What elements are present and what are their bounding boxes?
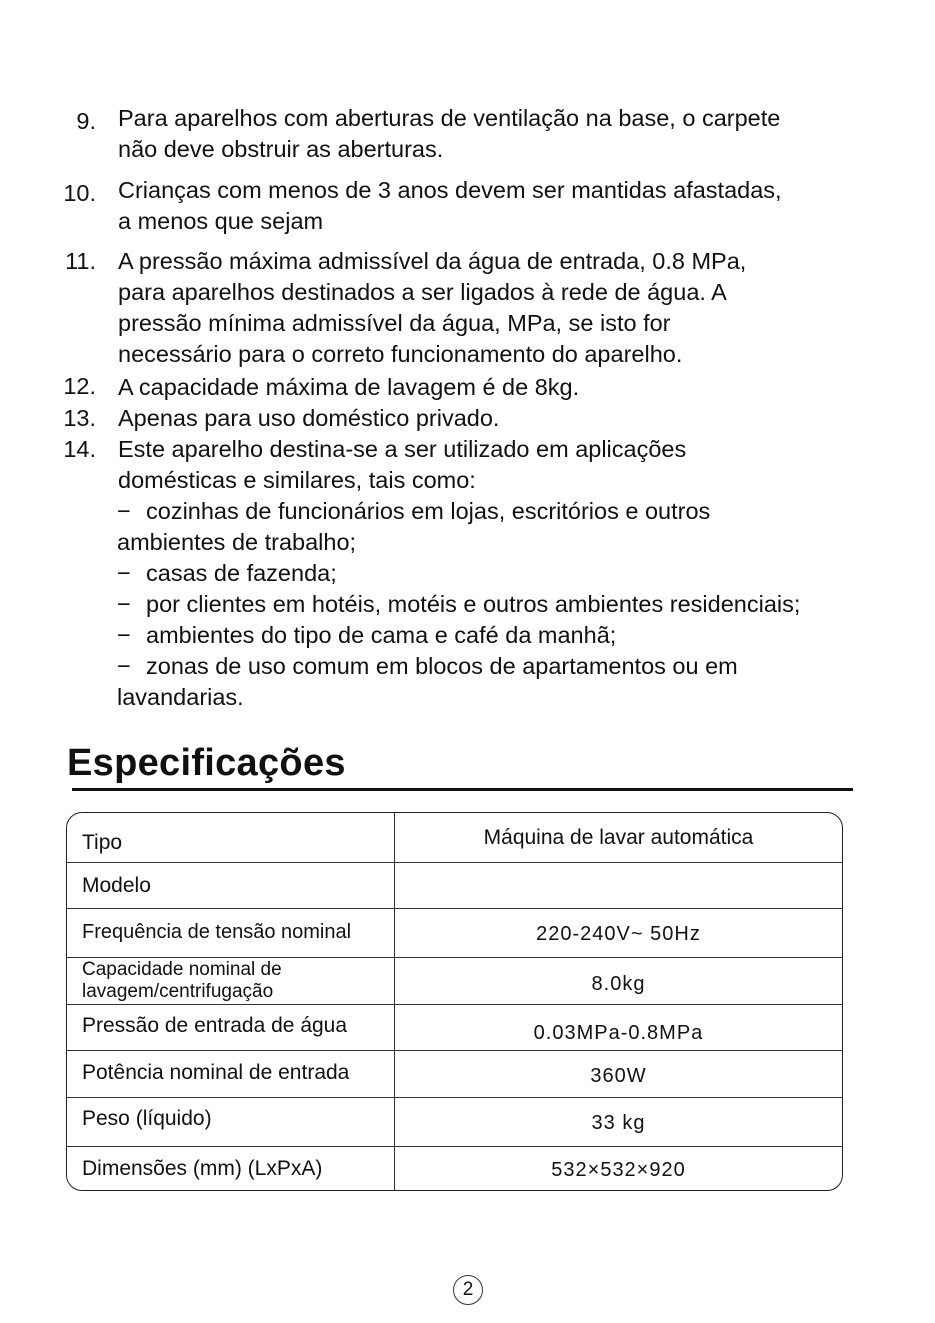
item-text-line: a menos que sejam [118, 208, 324, 234]
sub-item-text: casas de fazenda; [146, 560, 337, 586]
table-row [67, 1004, 842, 1051]
item-text-line: Crianças com menos de 3 anos devem ser mantidas afastadas, [118, 177, 782, 203]
item-number: 9. [76, 108, 96, 134]
table-row [67, 862, 842, 909]
item-number: 14. [63, 436, 96, 462]
spec-value: 33 kg [591, 1112, 646, 1134]
dash-bullet: − [117, 653, 131, 679]
spec-label: Peso (líquido) [82, 1107, 212, 1130]
spec-value: 360W [590, 1065, 647, 1087]
table-row [67, 1097, 842, 1147]
item-text-line: Para aparelhos com aberturas de ventilação na base, o carpete [118, 105, 781, 131]
item-number: 11. [65, 248, 96, 274]
spec-label: Pressão de entrada de água [82, 1014, 348, 1037]
table-row [67, 1146, 842, 1191]
item-text-line: domésticas e similares, tais como: [118, 467, 476, 493]
dash-bullet: − [117, 622, 131, 648]
item-number: 12. [63, 373, 96, 399]
spec-value: Máquina de lavar automática [483, 826, 754, 849]
sub-item-text: zonas de uso comum em blocos de apartamentos ou em [146, 653, 738, 679]
sub-item-text: cozinhas de funcionários em lojas, escritórios e outros [146, 498, 711, 524]
page-number: 2 [453, 1275, 483, 1305]
table-row [67, 813, 842, 862]
spec-label: Potência nominal de entrada [82, 1061, 350, 1084]
spec-value: 8.0kg [591, 973, 646, 995]
item-text-line: Este aparelho destina-se a ser utilizado em aplicações [118, 436, 687, 462]
spec-label: Frequência de tensão nominal [82, 921, 352, 943]
item-number: 10. [63, 180, 96, 206]
sub-item-text: por clientes em hotéis, motéis e outros ambientes residenciais; [146, 591, 801, 617]
table-row [67, 957, 842, 1005]
column-divider [394, 813, 395, 1190]
spec-value: 0.03MPa-0.8MPa [533, 1022, 704, 1044]
table-row [67, 1050, 842, 1098]
item-text-line: para aparelhos destinados a ser ligados à rede de água. A [118, 279, 727, 305]
spec-label: Dimensões (mm) (LxPxA) [82, 1157, 323, 1180]
item-number: 13. [63, 405, 96, 431]
table-row [67, 908, 842, 958]
item-text-line: Apenas para uso doméstico privado. [118, 405, 500, 431]
section-title: Especificações [67, 742, 346, 784]
item-text-line: necessário para o correto funcionamento do aparelho. [118, 341, 683, 367]
dash-bullet: − [117, 498, 131, 524]
spec-label: Capacidade nominal de [82, 959, 282, 980]
spec-label: Tipo [82, 831, 123, 854]
dash-bullet: − [117, 560, 131, 586]
sub-item-text: ambientes do tipo de cama e café da manhã; [146, 622, 617, 648]
item-text-line: A capacidade máxima de lavagem é de 8kg. [118, 374, 580, 400]
item-text-line: não deve obstruir as aberturas. [118, 136, 444, 162]
dash-bullet: − [117, 591, 131, 617]
item-text-line: pressão mínima admissível da água, MPa, se isto for [118, 310, 671, 336]
sub-item-text: lavandarias. [117, 684, 244, 710]
specifications-table [66, 812, 843, 1191]
spec-label: lavagem/centrifugação [82, 981, 274, 1002]
spec-value: 220-240V~ 50Hz [536, 923, 701, 945]
sub-item-text: ambientes de trabalho; [117, 529, 357, 555]
spec-label: Modelo [82, 874, 151, 897]
title-underline [72, 788, 853, 791]
item-text-line: A pressão máxima admissível da água de entrada, 0.8 MPa, [118, 248, 747, 274]
spec-value: 532×532×920 [551, 1159, 686, 1181]
